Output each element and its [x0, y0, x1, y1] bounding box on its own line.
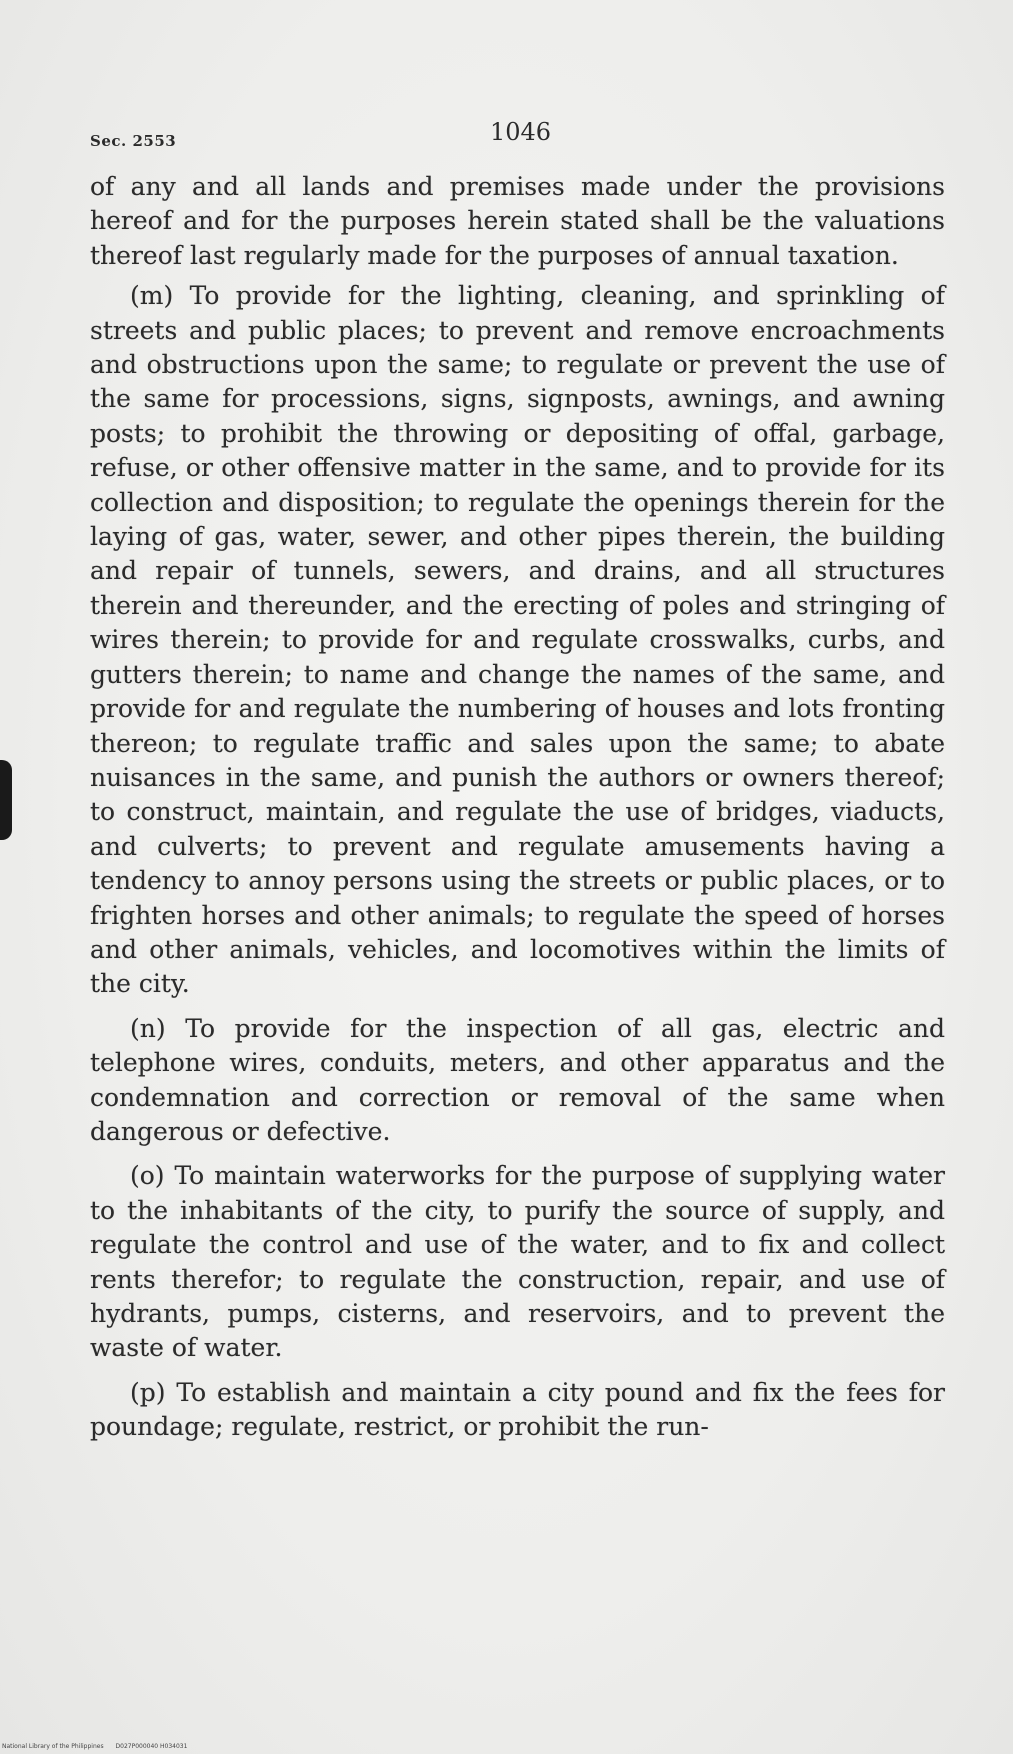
paragraph-o: (o) To maintain waterworks for the purpose of supplying water to the inhabitants of the city, to purify the source of supply, and regulate the control and use of the water, and to fix and collect rents therefor; to regulate the construction, repair, and use of hydrants, pumps, cisterns, and reservoirs, and to prevent the waste of water. [90, 1161, 945, 1363]
scan-footer [2, 1743, 197, 1750]
page-header [90, 118, 950, 158]
paragraph-m: (m) To provide for the lighting, cleaning, and sprinkling of streets and public places; to prevent and remove encroachments and obstructions upon the same; to regulate or prevent the use of the same for processions, signs, signposts, awnings, and awning posts; to prohibit the throwing or depositing of offal, garbage, refuse, or other offensive matter in the same, and to provide for its collection and disposition; to regulate the openings therein for the laying of gas, water, sewer, and other pipes therein, the building and repair of tunnels, sewers, and drains, and all structures therein and thereunder, and the erecting of poles and stringing of wires therein; to provide for and regulate crosswalks, curbs, and gutters therein; to name and change the names of the same, and provide for and regulate the numbering of houses and lots fronting thereon; to regulate traffic and sales upon the same; to abate nuisances in the same, and punish the authors or owners thereof; to construct, maintain, and regulate the use of bridges, viaducts, and culverts; to prevent and regulate amusements having a tendency to annoy persons using the streets or public places, or to frighten horses and other animals; to regulate the speed of horses and other animals, vehicles, and locomotives within the limits of the city. [90, 281, 945, 999]
scan-id: D027P000040 H034031 [115, 1743, 188, 1750]
binding-shadow [0, 760, 12, 840]
paragraph-continuation: of any and all lands and premises made under the provisions hereof and for the purposes herein stated shall be the valuations thereof last regularly made for the purposes of annual taxation. [90, 172, 945, 270]
body-text [90, 170, 945, 1455]
paragraph-p: (p) To establish and maintain a city pound and fix the fees for poundage; regulate, restrict, or prohibit the run- [90, 1377, 945, 1442]
page-number: 1046 [490, 118, 552, 146]
paragraph-n: (n) To provide for the inspection of all gas, electric and telephone wires, conduits, meters, and other apparatus and the condemnation and correction or removal of the same when dangerous or defective. [90, 1013, 945, 1146]
section-reference: Sec. 2553 [90, 132, 177, 150]
library-credit: National Library of the Philippines [2, 1743, 104, 1750]
